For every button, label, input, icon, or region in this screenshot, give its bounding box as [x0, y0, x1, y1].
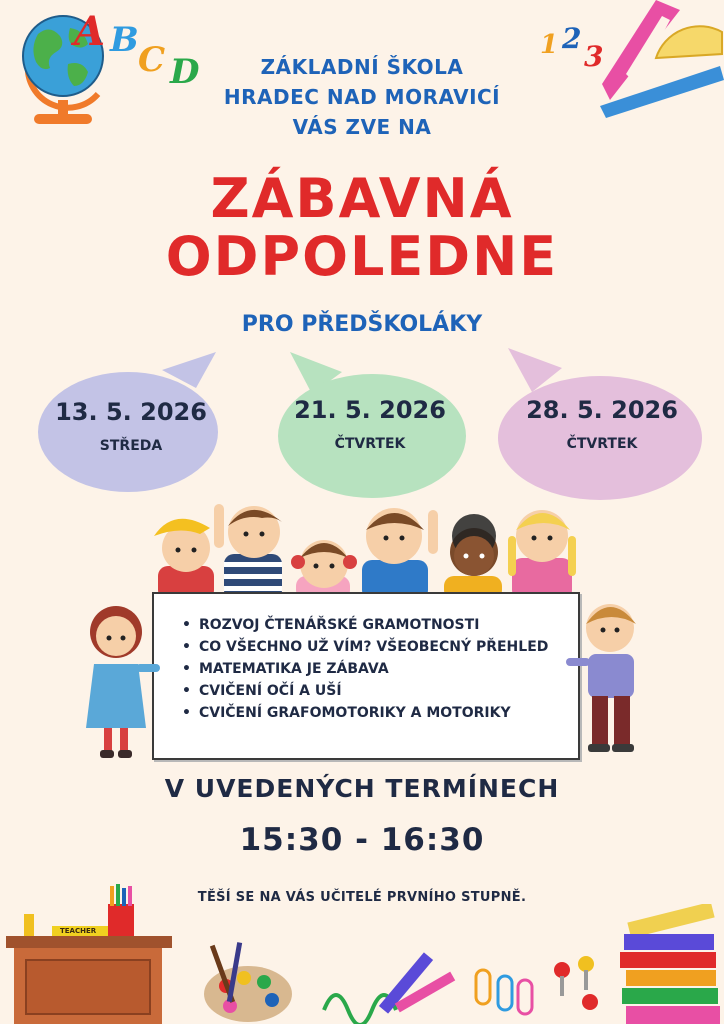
- teacher-desk-icon: [6, 884, 172, 1024]
- desk-label: TEACHER: [60, 927, 97, 935]
- clips-and-pins-icon: [472, 950, 612, 1024]
- activity-item: • ROZVOJ ČTENÁŘSKÉ GRAMOTNOSTI: [182, 614, 578, 636]
- invite-text: VÁS ZVE NA: [292, 115, 432, 139]
- number-2: 2: [562, 22, 582, 55]
- letter-c: C: [138, 40, 166, 80]
- activity-item: • CVIČENÍ OČÍ A UŠÍ: [182, 680, 578, 702]
- letter-b: B: [110, 20, 139, 60]
- footer-text: TĚŠÍ SE NA VÁS UČITELÉ PRVNÍHO STUPNĚ.: [197, 890, 527, 905]
- date-2: 21. 5. 2026: [294, 396, 446, 424]
- number-3: 3: [584, 40, 604, 73]
- activity-item: • CVIČENÍ GRAFOMOTORIKY A MOTORIKY: [182, 702, 578, 724]
- activities-board: [152, 592, 580, 760]
- paint-palette-icon: [200, 940, 296, 1024]
- event-subtitle: PRO PŘEDŠKOLÁKY: [241, 312, 483, 337]
- school-header: [0, 52, 724, 142]
- letter-a: A: [74, 8, 106, 55]
- day-2: ČTVRTEK: [334, 436, 406, 452]
- pencils-icon: [320, 940, 470, 1024]
- activity-item: • MATEMATIKA JE ZÁBAVA: [182, 658, 578, 680]
- school-location: HRADEC NAD MORAVICÍ: [223, 85, 501, 109]
- books-stack-icon: [614, 904, 724, 1024]
- schedule-note: V UVEDENÝCH TERMÍNECH: [164, 774, 560, 803]
- date-1: 13. 5. 2026: [55, 398, 207, 426]
- boy-illustration: [566, 596, 646, 758]
- activity-item: • CO VŠECHNO UŽ VÍM? VŠEOBECNÝ PŘEHLED: [182, 636, 578, 658]
- school-name: ZÁKLADNÍ ŠKOLA: [260, 55, 464, 79]
- day-3: ČTVRTEK: [566, 436, 638, 452]
- number-1: 1: [540, 30, 559, 60]
- schedule-time: 15:30 - 16:30: [239, 822, 485, 858]
- activities-list: [154, 614, 578, 724]
- day-1: STŘEDA: [99, 438, 163, 454]
- children-illustration: [140, 496, 600, 600]
- date-bubble-1: [36, 398, 226, 454]
- title-line-2: ODPOLEDNE: [165, 225, 559, 288]
- title-line-1: ZÁBAVNÁ: [210, 167, 514, 230]
- girl-illustration: [80, 600, 160, 762]
- date-3: 28. 5. 2026: [526, 396, 678, 424]
- letter-d: D: [170, 52, 200, 92]
- event-title: [0, 167, 724, 288]
- date-bubble-3: [490, 396, 714, 452]
- date-bubble-2: [272, 396, 468, 452]
